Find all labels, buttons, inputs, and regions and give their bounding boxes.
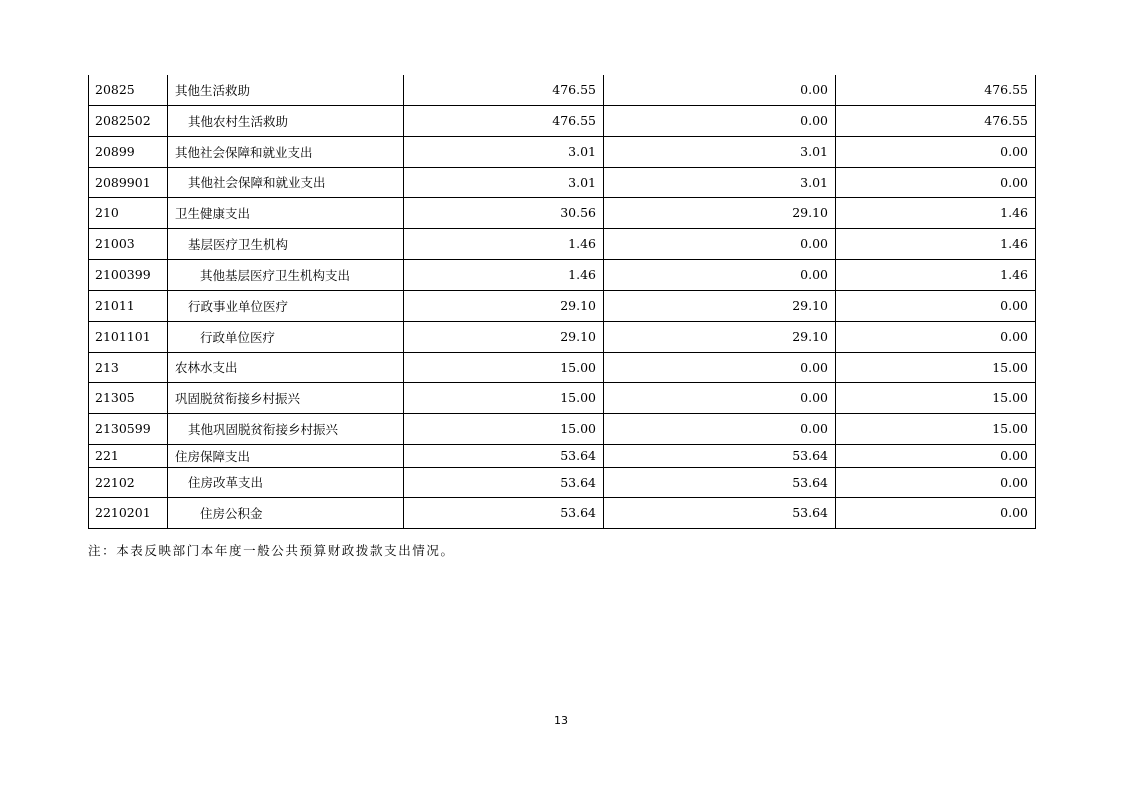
cell-code: 213 [89, 352, 168, 382]
cell-project: 0.00 [836, 321, 1036, 352]
cell-basic: 0.00 [604, 259, 836, 290]
cell-name: 住房改革支出 [168, 467, 404, 497]
cell-code: 22102 [89, 467, 168, 497]
cell-project: 0.00 [836, 497, 1036, 528]
cell-project: 0.00 [836, 167, 1036, 197]
table-row [89, 467, 1036, 497]
cell-name: 行政单位医疗 [168, 321, 404, 352]
cell-project: 0.00 [836, 444, 1036, 467]
cell-basic: 3.01 [604, 167, 836, 197]
cell-basic: 29.10 [604, 197, 836, 228]
cell-name: 基层医疗卫生机构 [168, 228, 404, 259]
table-row [89, 259, 1036, 290]
cell-name: 其他基层医疗卫生机构支出 [168, 259, 404, 290]
cell-basic: 0.00 [604, 352, 836, 382]
cell-name: 其他社会保障和就业支出 [168, 136, 404, 167]
cell-name: 农林水支出 [168, 352, 404, 382]
table-row [89, 382, 1036, 413]
cell-code: 2089901 [89, 167, 168, 197]
cell-total: 476.55 [404, 105, 604, 136]
cell-code: 2130599 [89, 413, 168, 444]
cell-name: 行政事业单位医疗 [168, 290, 404, 321]
cell-basic: 3.01 [604, 136, 836, 167]
cell-code: 221 [89, 444, 168, 467]
cell-project: 476.55 [836, 75, 1036, 105]
cell-total: 476.55 [404, 75, 604, 105]
cell-basic: 53.64 [604, 467, 836, 497]
cell-code: 21011 [89, 290, 168, 321]
cell-total: 1.46 [404, 259, 604, 290]
table-row [89, 290, 1036, 321]
cell-total: 1.46 [404, 228, 604, 259]
cell-name: 其他生活救助 [168, 75, 404, 105]
cell-basic: 53.64 [604, 497, 836, 528]
cell-project: 476.55 [836, 105, 1036, 136]
cell-total: 53.64 [404, 497, 604, 528]
table-row [89, 197, 1036, 228]
cell-project: 1.46 [836, 197, 1036, 228]
cell-basic: 29.10 [604, 321, 836, 352]
cell-project: 1.46 [836, 228, 1036, 259]
cell-name: 住房公积金 [168, 497, 404, 528]
cell-project: 0.00 [836, 290, 1036, 321]
cell-total: 3.01 [404, 136, 604, 167]
cell-total: 53.64 [404, 467, 604, 497]
cell-project: 0.00 [836, 467, 1036, 497]
table-row [89, 444, 1036, 467]
cell-name: 其他农村生活救助 [168, 105, 404, 136]
cell-code: 21305 [89, 382, 168, 413]
cell-code: 20825 [89, 75, 168, 105]
cell-total: 15.00 [404, 352, 604, 382]
cell-code: 21003 [89, 228, 168, 259]
table-row [89, 136, 1036, 167]
table-row [89, 105, 1036, 136]
cell-total: 3.01 [404, 167, 604, 197]
cell-project: 1.46 [836, 259, 1036, 290]
cell-basic: 53.64 [604, 444, 836, 467]
budget-table [88, 75, 1036, 529]
cell-code: 20899 [89, 136, 168, 167]
cell-name: 其他巩固脱贫衔接乡村振兴 [168, 413, 404, 444]
cell-code: 2100399 [89, 259, 168, 290]
table-row [89, 228, 1036, 259]
cell-code: 2101101 [89, 321, 168, 352]
cell-total: 53.64 [404, 444, 604, 467]
cell-total: 29.10 [404, 290, 604, 321]
cell-code: 2082502 [89, 105, 168, 136]
cell-project: 15.00 [836, 413, 1036, 444]
cell-project: 15.00 [836, 382, 1036, 413]
table-row [89, 352, 1036, 382]
table-body [89, 75, 1036, 528]
cell-total: 15.00 [404, 382, 604, 413]
cell-basic: 29.10 [604, 290, 836, 321]
cell-total: 29.10 [404, 321, 604, 352]
cell-total: 15.00 [404, 413, 604, 444]
cell-basic: 0.00 [604, 413, 836, 444]
cell-name: 其他社会保障和就业支出 [168, 167, 404, 197]
cell-code: 2210201 [89, 497, 168, 528]
cell-project: 0.00 [836, 136, 1036, 167]
cell-name: 住房保障支出 [168, 444, 404, 467]
cell-basic: 0.00 [604, 382, 836, 413]
table-row [89, 75, 1036, 105]
table-row [89, 497, 1036, 528]
table-note: 注：本表反映部门本年度一般公共预算财政拨款支出情况。 [88, 543, 455, 558]
cell-project: 15.00 [836, 352, 1036, 382]
cell-basic: 0.00 [604, 228, 836, 259]
cell-total: 30.56 [404, 197, 604, 228]
cell-name: 卫生健康支出 [168, 197, 404, 228]
page-number: 13 [554, 714, 568, 727]
table-row [89, 321, 1036, 352]
cell-basic: 0.00 [604, 105, 836, 136]
table-row [89, 167, 1036, 197]
cell-basic: 0.00 [604, 75, 836, 105]
cell-name: 巩固脱贫衔接乡村振兴 [168, 382, 404, 413]
table-row [89, 413, 1036, 444]
cell-code: 210 [89, 197, 168, 228]
